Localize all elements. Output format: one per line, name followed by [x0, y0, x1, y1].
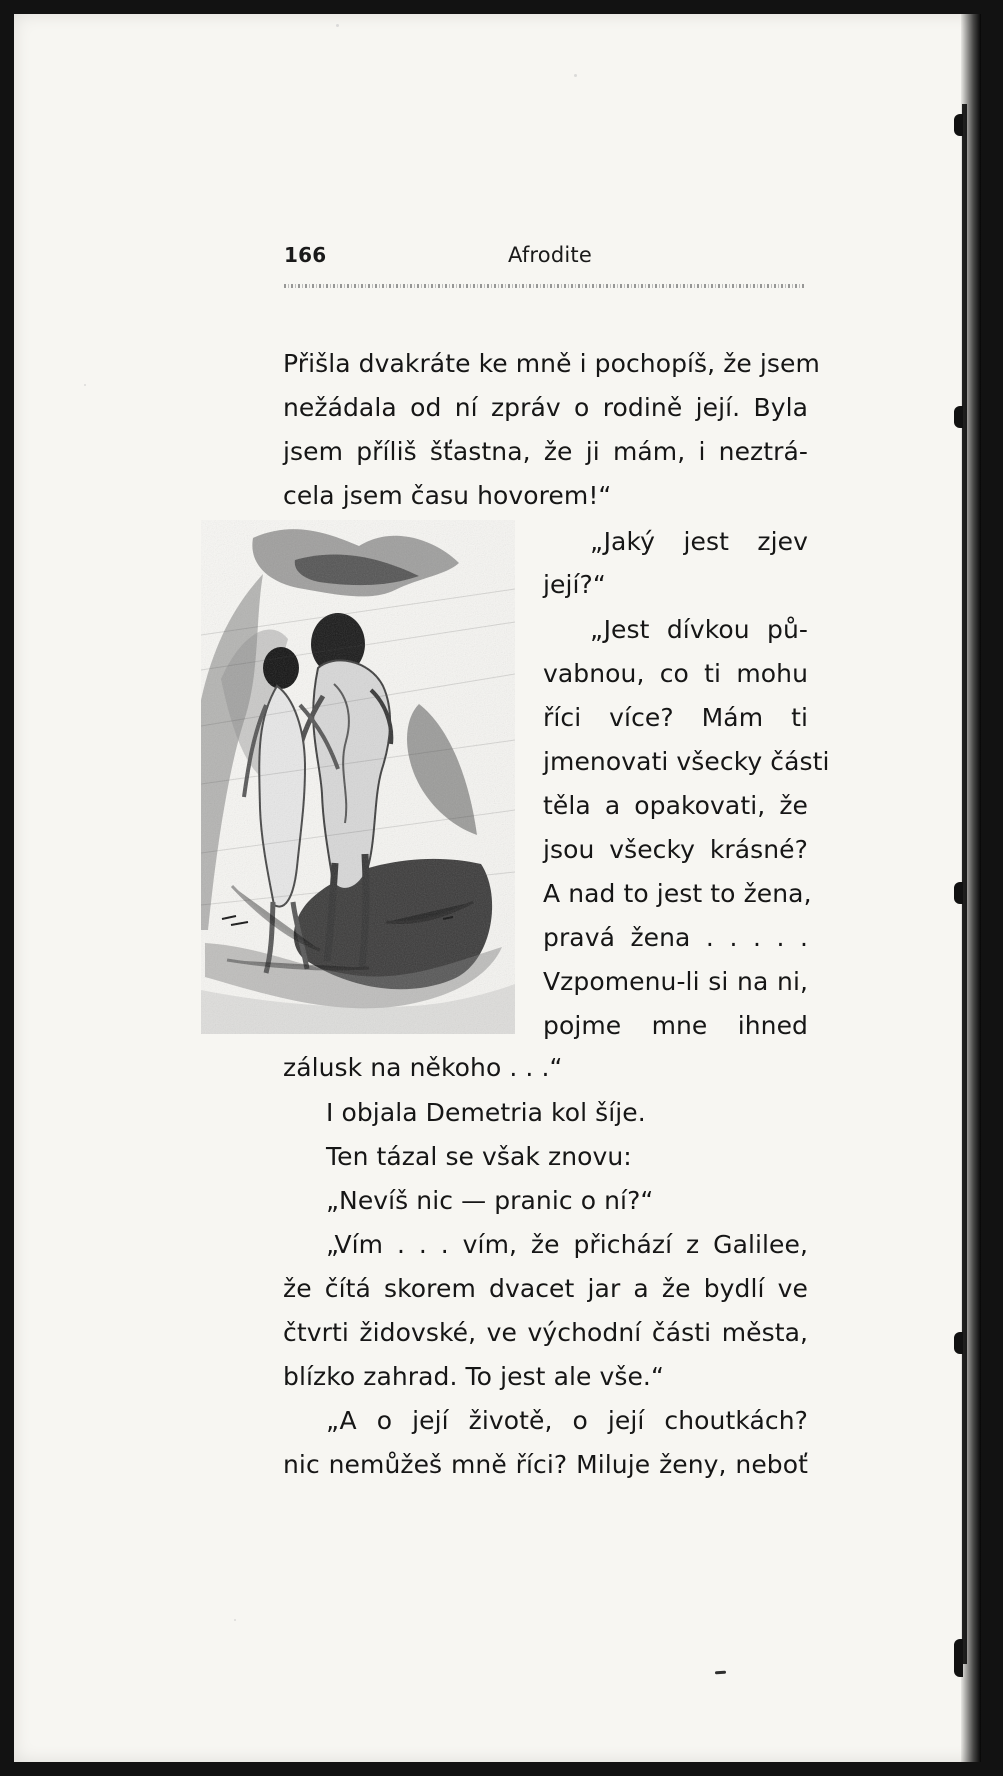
text-line: těla a opakovati, že [543, 791, 808, 820]
text-line: jsem příliš šťastna, že ji mám, i neztrá- [283, 437, 808, 466]
text-line: blízko zahrad. To jest ale vše.“ [283, 1362, 664, 1391]
text-line: Přišla dvakráte ke mně i pochopíš, že jsem [283, 349, 820, 378]
text-line: jmenovati všecky části [543, 747, 830, 776]
binding-mark [954, 1639, 963, 1677]
text-line: čtvrti židovské, ve východní části města, [283, 1318, 808, 1347]
text-line: vabnou, co ti mohu [543, 659, 808, 688]
text-line: jsou všecky krásné? [543, 835, 808, 864]
paper-speck [574, 74, 577, 77]
two-women-landscape-illustration [201, 520, 515, 1034]
engraving-illustration [201, 520, 515, 1034]
paper-speck [336, 24, 339, 27]
paper-speck [84, 384, 86, 386]
text-line: „Vím . . . vím, že přichází z Galilee, [326, 1230, 808, 1259]
text-line: „A o její životě, o její choutkách? [326, 1406, 808, 1435]
header-rule [284, 284, 806, 288]
binding-mark [954, 1332, 963, 1354]
binding-mark [954, 114, 963, 136]
text-line: I objala Demetria kol šíje. [326, 1098, 646, 1127]
text-line: nic nemůžeš mně říci? Miluje ženy, neboť [283, 1450, 808, 1479]
binding-mark [954, 882, 963, 904]
text-line: že čítá skorem dvacet jar a že bydlí ve [283, 1274, 808, 1303]
text-line: pojme mne ihned [543, 1011, 808, 1040]
text-line: „Jest dívkou pů- [590, 615, 808, 644]
page-number: 166 [284, 243, 327, 267]
text-line: pravá žena . . . . . [543, 923, 808, 952]
paper-speck [234, 1619, 236, 1621]
binding-mark [954, 406, 963, 428]
text-line: „Jaký jest zjev [590, 527, 808, 556]
text-line: Ten tázal se však znovu: [326, 1142, 632, 1171]
text-line: cela jsem času hovorem!“ [283, 481, 612, 510]
text-line: nežádala od ní zpráv o rodině její. Byla [283, 393, 808, 422]
text-line: „Nevíš nic — pranic o ní?“ [326, 1186, 654, 1215]
page-header [284, 243, 810, 277]
text-line: Vzpomenu-li si na ni, [543, 967, 808, 996]
text-line: říci více? Mám ti [543, 703, 808, 732]
running-title: Afrodite [508, 243, 592, 267]
text-line: A nad to jest to žena, [543, 879, 812, 908]
text-line: zálusk na někoho . . .“ [283, 1053, 563, 1082]
text-line: její?“ [543, 570, 606, 599]
